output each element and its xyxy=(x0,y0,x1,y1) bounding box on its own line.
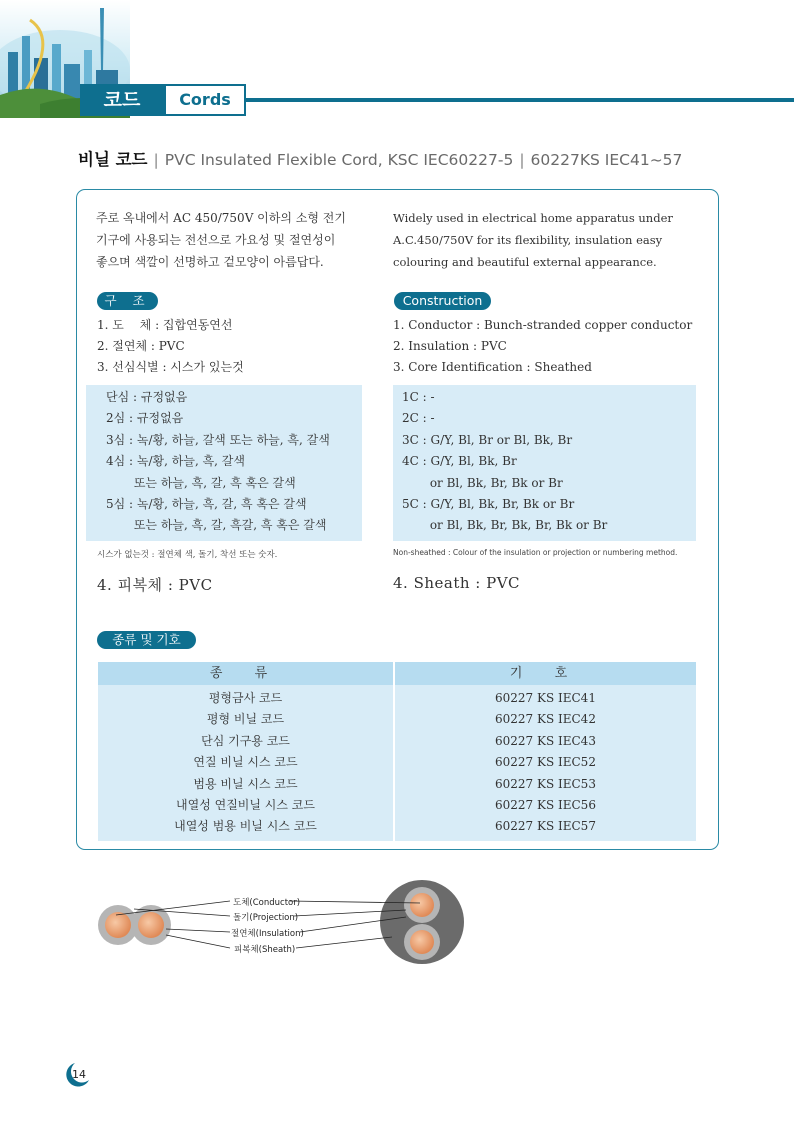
construction-item: 3. 선심식별 : 시스가 있는것 xyxy=(97,360,244,374)
core-color-line: or Bl, Bk, Br, Bk, Br, Bk or Br xyxy=(402,518,608,533)
title-standard: 60227KS IEC41~57 xyxy=(530,151,683,169)
intro-english-line: Widely used in electrical home apparatus under xyxy=(393,211,673,225)
table-column-type xyxy=(98,688,393,838)
construction-items-korean xyxy=(97,315,382,378)
table-cell-type: 연질 비닐 시스 코드 xyxy=(193,755,298,770)
core-color-line: 4C : G/Y, Bl, Bk, Br xyxy=(402,454,517,469)
table-cell-symbol: 60227 KS IEC42 xyxy=(495,712,596,727)
table-column-symbol xyxy=(395,688,696,838)
table-header-symbol: 기 호 xyxy=(395,662,696,685)
sheathed-cord-icon xyxy=(380,880,464,964)
title-korean: 비닐 코드 xyxy=(78,150,148,169)
table-header-type: 종 류 xyxy=(98,662,393,685)
intro-english-line: A.C.450/750V for its flexibility, insulation easy xyxy=(393,233,663,247)
core-color-line: 4심 : 녹/황, 하늘, 흑, 갈색 xyxy=(106,454,245,469)
intro-english xyxy=(393,207,703,273)
core-colors-korean xyxy=(86,385,362,541)
intro-korean-line: 주로 옥내에서 AC 450/750V 이하의 소형 전기 xyxy=(96,211,346,225)
table-cell-symbol: 60227 KS IEC41 xyxy=(495,691,596,705)
title-separator: | xyxy=(153,151,159,169)
table-cell-type: 평형금사 코드 xyxy=(208,691,283,705)
table-cell-symbol: 60227 KS IEC43 xyxy=(495,733,596,748)
core-color-line: 3C : G/Y, Bl, Br or Bl, Bk, Br xyxy=(402,432,573,447)
core-color-line: 2심 : 규정없음 xyxy=(106,411,184,426)
construction-item: 1. Conductor : Bunch-stranded copper conductor xyxy=(393,318,693,332)
construction-item: 2. Insulation : PVC xyxy=(393,339,507,353)
core-color-line: 5C : G/Y, Bl, Bk, Br, Bk or Br xyxy=(402,497,575,512)
core-color-line: 또는 하늘, 흑, 갈, 흑 혹은 갈색 xyxy=(106,475,296,490)
label-projection: 돌기(Projection) xyxy=(233,913,299,923)
label-conductor: 도체(Conductor) xyxy=(233,898,301,908)
section-tab-korean: 코드 xyxy=(80,84,164,116)
construction-label-english: Construction xyxy=(394,292,491,310)
page-title xyxy=(78,146,682,170)
cable-cross-section-diagram xyxy=(90,875,480,975)
core-color-line: 3심 : 녹/황, 하늘, 갈색 또는 하늘, 흑, 갈색 xyxy=(106,432,330,447)
table-cell-type: 단심 기구용 코드 xyxy=(201,733,290,748)
core-color-line: or Bl, Bk, Br, Bk or Br xyxy=(402,475,563,490)
table-cell-symbol: 60227 KS IEC57 xyxy=(495,819,596,834)
table-cell-type: 범용 비닐 시스 코드 xyxy=(193,776,298,791)
label-sheath: 피복체(Sheath) xyxy=(234,945,296,955)
construction-items-english xyxy=(393,315,703,378)
non-sheathed-note-korean: 시스가 없는것 : 절연체 색, 돌기, 착선 또는 숫자. xyxy=(97,550,278,560)
construction-item: 1. 도 체 : 집합연동연선 xyxy=(97,318,233,332)
table-cell-symbol: 60227 KS IEC52 xyxy=(495,755,596,770)
intro-korean-line: 좋으며 색깔이 선명하고 겉모양이 아름답다. xyxy=(96,255,324,269)
core-colors-english xyxy=(393,385,696,541)
table-cell-type: 평형 비닐 코드 xyxy=(206,712,285,727)
non-sheathed-note-english: Non-sheathed : Colour of the insulation or projection or numbering method. xyxy=(393,548,678,557)
table-cell-symbol: 60227 KS IEC56 xyxy=(495,798,596,813)
intro-korean-line: 기구에 사용되는 전선으로 가요성 및 절연성이 xyxy=(96,233,336,247)
core-color-line: 1C : - xyxy=(402,390,435,404)
construction-label-korean: 구 조 xyxy=(97,292,158,310)
table-cell-type: 내열성 연질비닐 시스 코드 xyxy=(176,798,315,813)
core-color-line: 5심 : 녹/황, 하늘, 흑, 갈, 흑 혹은 갈색 xyxy=(106,497,307,512)
core-color-line: 단심 : 규정없음 xyxy=(106,390,188,404)
intro-korean xyxy=(96,207,381,273)
header-rule xyxy=(245,98,794,102)
label-insulation: 절연체(Insulation) xyxy=(231,929,304,939)
title-english: PVC Insulated Flexible Cord, KSC IEC60227-5 xyxy=(164,151,514,169)
construction-item: 2. 절연체 : PVC xyxy=(97,339,185,353)
section-tab-english: Cords xyxy=(164,84,246,116)
table-cell-symbol: 60227 KS IEC53 xyxy=(495,776,596,791)
intro-english-line: colouring and beautiful external appearance. xyxy=(393,255,657,269)
sheath-english: 4. Sheath : PVC xyxy=(393,574,521,592)
page-number: 14 xyxy=(72,1068,86,1081)
sheath-korean: 4. 피복체 : PVC xyxy=(97,576,213,594)
core-color-line: 또는 하늘, 흑, 갈, 흑갈, 흑 혹은 갈색 xyxy=(106,518,327,533)
table-cell-type: 내열성 범용 비닐 시스 코드 xyxy=(174,819,317,834)
types-label: 종류 및 기호 xyxy=(97,631,196,649)
construction-item: 3. Core Identification : Sheathed xyxy=(393,360,592,374)
title-separator: | xyxy=(519,151,525,169)
core-color-line: 2C : - xyxy=(402,411,435,426)
